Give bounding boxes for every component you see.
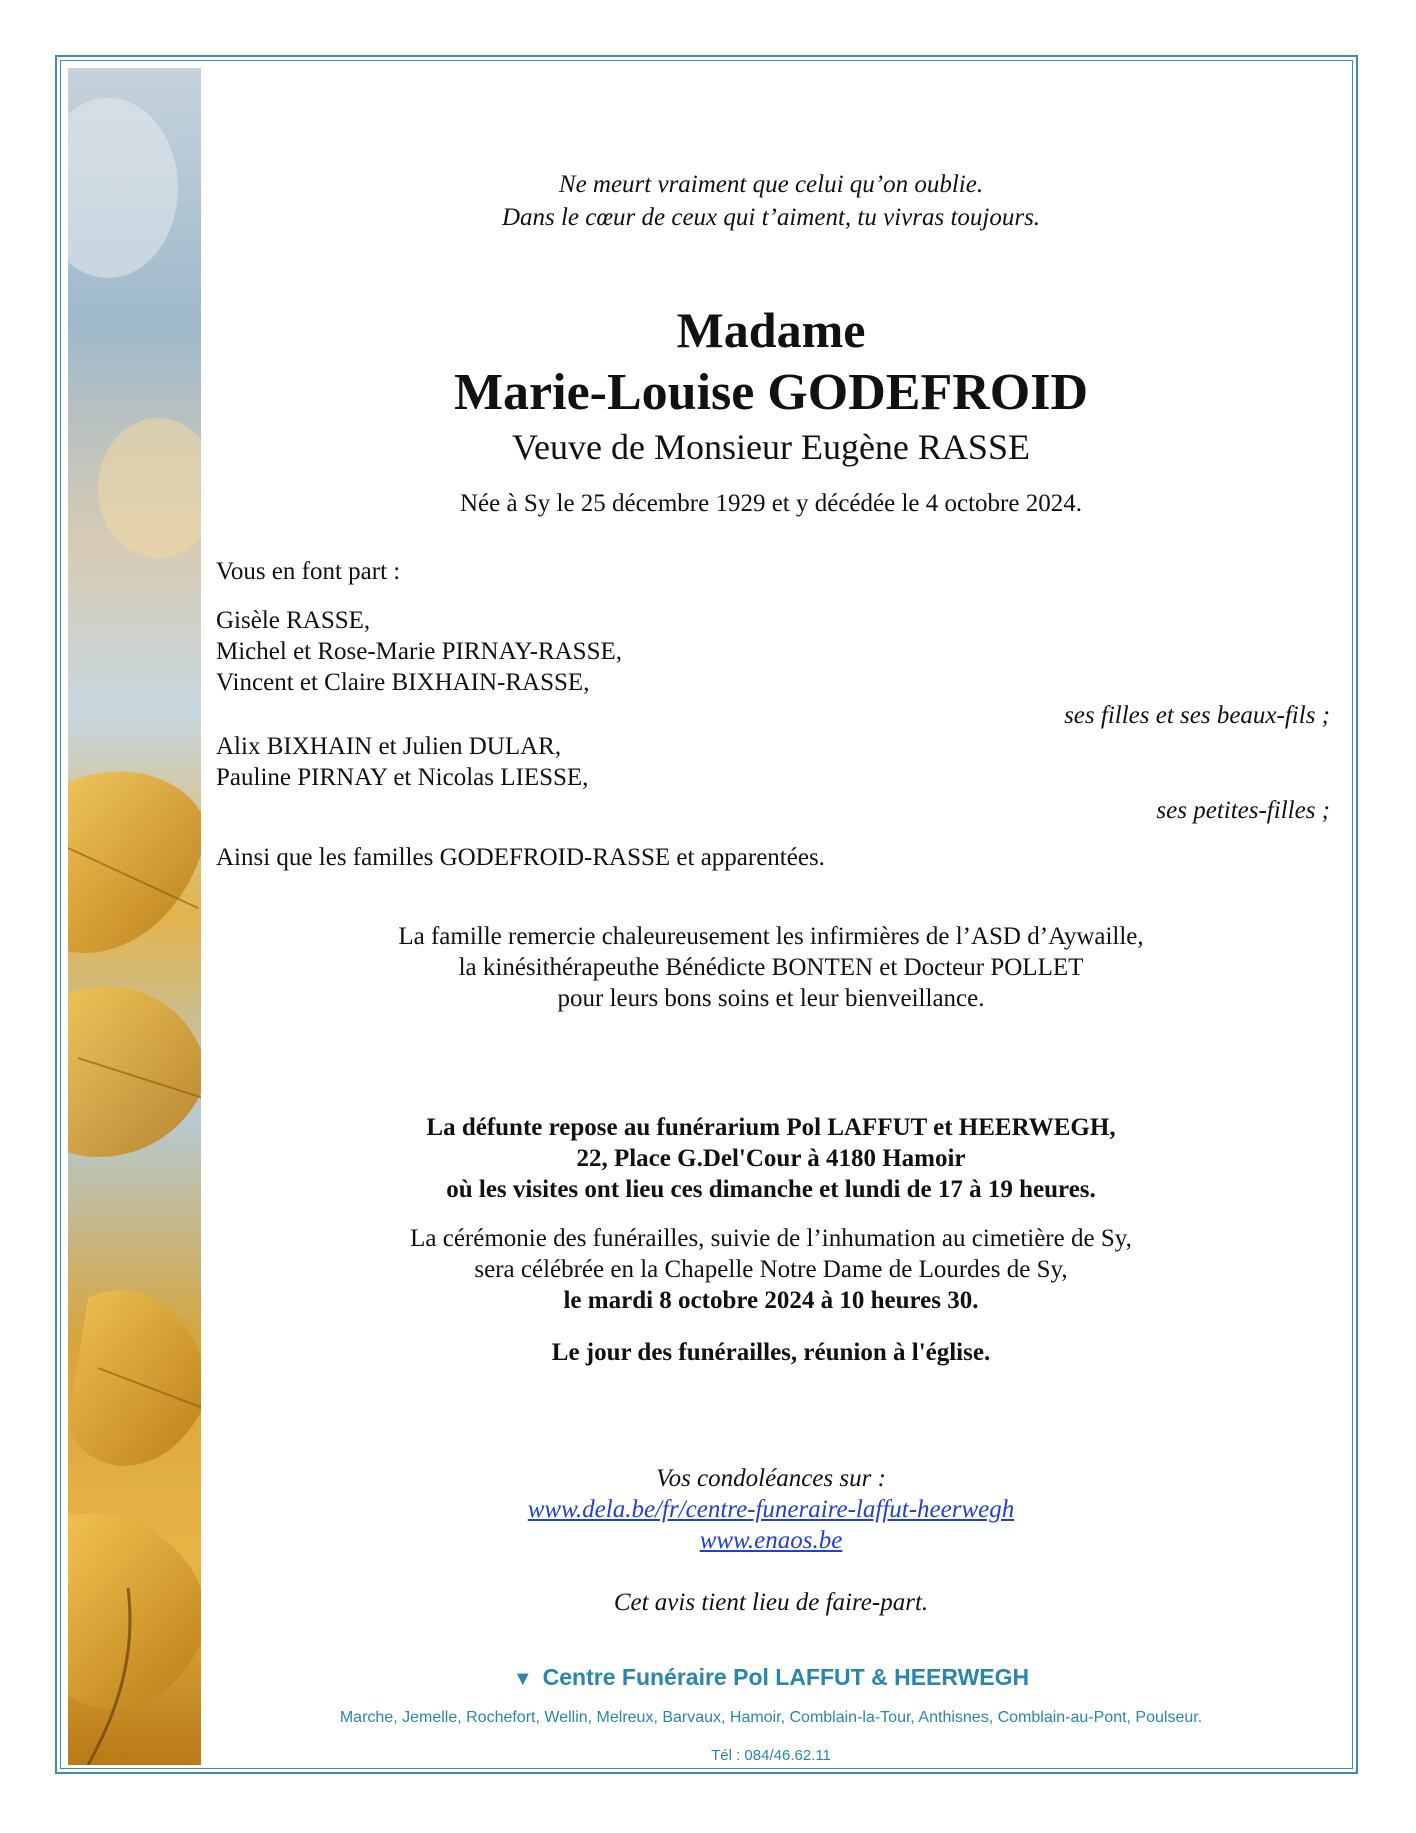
- visitation-info: [216, 1112, 1326, 1205]
- thanks-line: La famille remercie chaleureusement les infirmières de l’ASD d’Aywaille,: [398, 923, 1144, 950]
- thanks-line: pour leurs bons soins et leur bienveillance.: [557, 985, 985, 1012]
- list-item: Vincent et Claire BIXHAIN-RASSE,: [216, 669, 590, 696]
- ceremony-info: [216, 1223, 1326, 1316]
- quote-line: Ne meurt vraiment que celui qu’on oublie.: [558, 171, 984, 198]
- list-item: Gisèle RASSE,: [216, 607, 371, 634]
- autumn-leaves-image: [68, 68, 201, 1765]
- children-list: [216, 605, 622, 698]
- funeral-home-label: Centre Funéraire Pol LAFFUT & HEERWEGH: [542, 1664, 1030, 1690]
- funeral-home-phone: Tél : 084/46.62.11: [711, 1747, 831, 1764]
- quote-line: Dans le cœur de ceux qui t’aiment, tu vivras toujours.: [501, 204, 1041, 231]
- condolences-intro: Vos condoléances sur :: [656, 1465, 886, 1492]
- faire-part-note: Cet avis tient lieu de faire-part.: [613, 1589, 929, 1616]
- ceremony-line: La cérémonie des funérailles, suivie de l’inhumation au cimetière de Sy,: [410, 1225, 1132, 1252]
- grandchildren-label: ses petites-filles ;: [1156, 797, 1330, 824]
- grandchildren-list: [216, 731, 588, 793]
- family-intro: Vous en font part :: [216, 558, 401, 585]
- other-families: Ainsi que les familles GODEFROID-RASSE et apparentées.: [216, 844, 825, 871]
- condolences-block: [216, 1463, 1326, 1556]
- thanks-message: [216, 921, 1326, 1014]
- enaos-link[interactable]: www.enaos.be: [699, 1527, 843, 1554]
- funeral-home-locations: Marche, Jemelle, Rochefort, Wellin, Melreux, Barvaux, Hamoir, Comblain-la-Tour, Anthisnes, Comblain-au-Pont, Poulseur.: [339, 1709, 1203, 1726]
- down-triangle-icon: ▼: [512, 1668, 533, 1690]
- epitaph-quote: [216, 168, 1326, 234]
- ceremony-date: le mardi 8 octobre 2024 à 10 heures 30.: [563, 1287, 979, 1314]
- list-item: Pauline PIRNAY et Nicolas LIESSE,: [216, 764, 589, 791]
- deceased-title: Madame: [676, 302, 866, 358]
- thanks-line: la kinésithérapeuthe Bénédicte BONTEN et Docteur POLLET: [458, 954, 1084, 981]
- visitation-line: 22, Place G.Del'Cour à 4180 Hamoir: [576, 1145, 966, 1172]
- visitation-line: où les visites ont lieu ces dimanche et lundi de 17 à 19 heures.: [446, 1176, 1096, 1203]
- ceremony-line: sera célébrée en la Chapelle Notre Dame de Lourdes de Sy,: [474, 1256, 1068, 1283]
- funeral-home-name: [216, 1662, 1326, 1694]
- list-item: Michel et Rose-Marie PIRNAY-RASSE,: [216, 638, 623, 665]
- children-label: ses filles et ses beaux-fils ;: [1064, 702, 1330, 729]
- dela-link[interactable]: www.dela.be/fr/centre-funeraire-laffut-heerwegh: [527, 1496, 1015, 1523]
- widow-of: Veuve de Monsieur Eugène RASSE: [512, 427, 1030, 467]
- church-meeting: Le jour des funérailles, réunion à l'église.: [551, 1339, 991, 1366]
- list-item: Alix BIXHAIN et Julien DULAR,: [216, 733, 562, 760]
- visitation-line: La défunte repose au funérarium Pol LAFFUT et HEERWEGH,: [426, 1114, 1116, 1141]
- deceased-name: Marie-Louise GODEFROID: [453, 364, 1089, 421]
- birth-death-dates: Née à Sy le 25 décembre 1929 et y décédée le 4 octobre 2024.: [460, 490, 1082, 517]
